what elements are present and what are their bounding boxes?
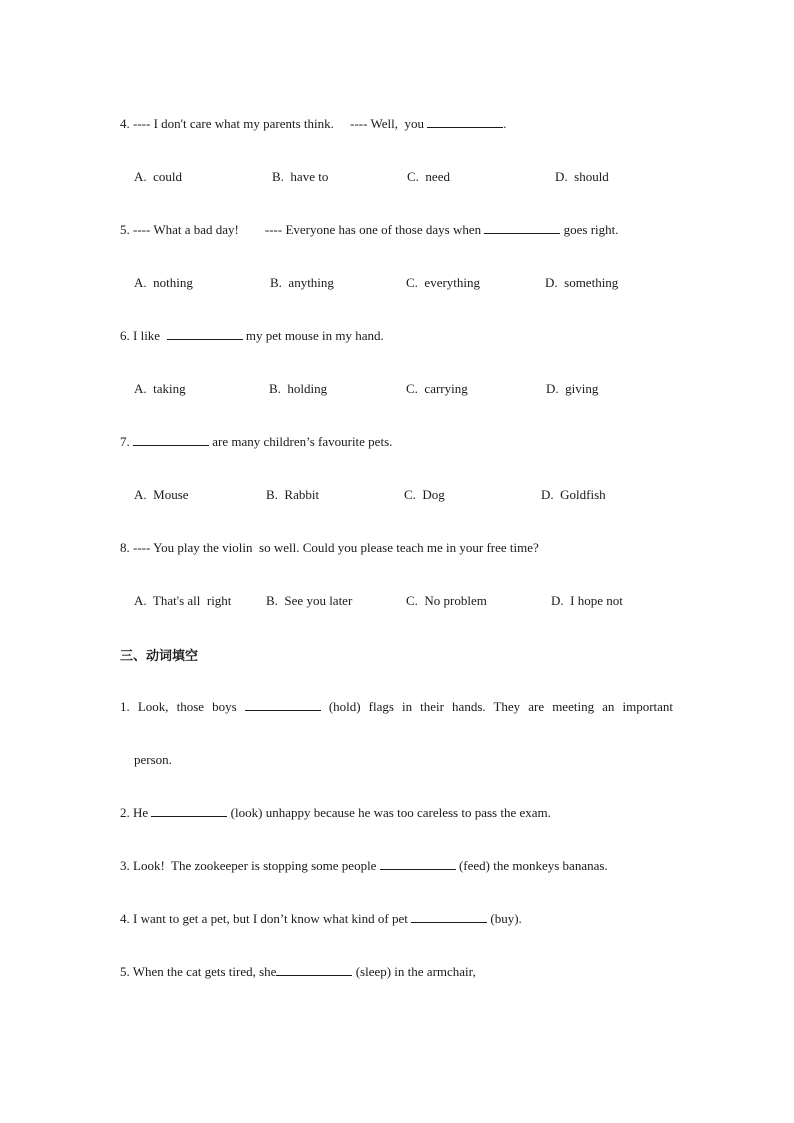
question-7 [120, 434, 392, 450]
option-d[interactable]: D. Goldfish [541, 487, 606, 502]
fill-question-1-continuation: person. [134, 752, 172, 767]
question-text-end: my pet mouse in my hand. [242, 328, 384, 343]
question-text-end: goes right. [560, 222, 619, 237]
option-d[interactable]: D. something [545, 275, 619, 290]
question-4 [120, 116, 506, 132]
option-b[interactable]: B. anything [270, 275, 334, 290]
answer-blank[interactable] [151, 805, 227, 817]
question-text: 6. I like [120, 328, 167, 343]
option-b[interactable]: B. Rabbit [266, 487, 320, 502]
question-text: 8. ---- You play the violin so well. Could you please teach me in your free time? [120, 540, 539, 555]
fill-question-4: 4. I want to get a pet, but I don’t know what kind of pet (buy). [120, 911, 522, 926]
option-d[interactable]: D. should [555, 169, 609, 184]
fill-question-3: 3. Look! The zookeeper is stopping some people (feed) the monkeys bananas. [120, 858, 608, 873]
answer-blank[interactable] [411, 911, 487, 923]
question-text: 5. ---- What a bad day! ---- Everyone has one of those days when [120, 222, 485, 237]
option-c[interactable]: C. Dog [404, 487, 445, 502]
answer-blank[interactable] [276, 964, 352, 976]
question-text: 4. ---- I don't care what my parents think. ---- Well, you [120, 116, 428, 131]
answer-blank[interactable] [484, 222, 560, 234]
question-text-end: . [503, 116, 507, 131]
option-a[interactable]: A. nothing [134, 275, 193, 290]
question-text: 7. [120, 434, 133, 449]
option-b[interactable]: B. have to [272, 169, 329, 184]
answer-blank[interactable] [167, 328, 243, 340]
fill-question-1: 1. Look, those boys (hold) flags in their hands. They are meeting an important [120, 699, 674, 714]
option-b[interactable]: B. holding [269, 381, 328, 396]
fill-question-5: 5. When the cat gets tired, she (sleep) in the armchair, [120, 964, 476, 979]
question-6 [120, 328, 384, 344]
option-d[interactable]: D. I hope not [551, 593, 623, 608]
option-d[interactable]: D. giving [546, 381, 599, 396]
answer-blank[interactable] [427, 116, 503, 128]
option-c[interactable]: C. everything [406, 275, 481, 290]
fill-question-2: 2. He (look) unhappy because he was too careless to pass the exam. [120, 805, 551, 820]
option-a[interactable]: A. Mouse [134, 487, 189, 502]
answer-blank[interactable] [133, 434, 209, 446]
option-c[interactable]: C. need [407, 169, 450, 184]
option-a[interactable]: A. could [134, 169, 183, 184]
option-a[interactable]: A. That's all right [134, 593, 232, 608]
question-text-end: are many children’s favourite pets. [209, 434, 393, 449]
option-c[interactable]: C. carrying [406, 381, 468, 396]
option-b[interactable]: B. See you later [266, 593, 353, 608]
answer-blank[interactable] [245, 699, 321, 711]
option-c[interactable]: C. No problem [406, 593, 487, 608]
option-a[interactable]: A. taking [134, 381, 186, 396]
question-8 [120, 540, 539, 556]
answer-blank[interactable] [380, 858, 456, 870]
section-heading: 三、动词填空 [120, 649, 199, 664]
question-5 [120, 222, 619, 238]
